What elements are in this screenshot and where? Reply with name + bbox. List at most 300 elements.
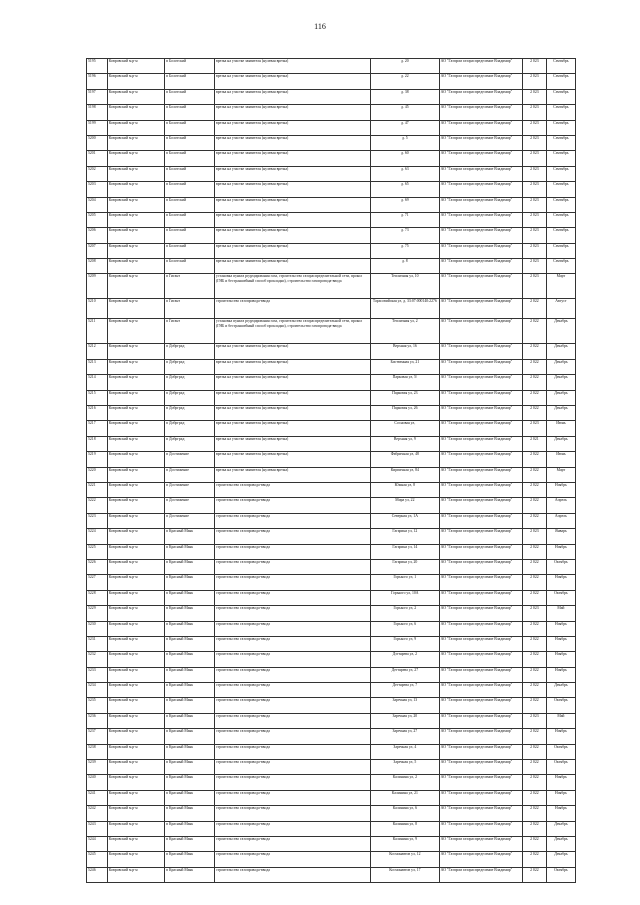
organization-cell: АО "Газпром газораспределение Владимир" bbox=[439, 636, 522, 651]
year-cell: 2 022 bbox=[522, 729, 546, 744]
locality-cell: п Болотский bbox=[165, 243, 215, 258]
month-cell: Сентябрь bbox=[546, 120, 575, 135]
work-type-cell: врезка на участке заявителя (нулевая врезка) bbox=[214, 182, 370, 197]
organization-cell: АО "Газпром газораспределение Владимир" bbox=[439, 806, 522, 821]
municipality-cell: Ковровский м.р-н bbox=[107, 359, 164, 374]
table-row bbox=[87, 406, 576, 421]
address-cell: Гагарина ул, 20 bbox=[371, 559, 440, 574]
row-number-cell: 5234 bbox=[87, 683, 108, 698]
address-cell: Заречная ул, 13 bbox=[371, 698, 440, 713]
municipality-cell: Ковровский м.р-н bbox=[107, 452, 164, 467]
municipality-cell: Ковровский м.р-н bbox=[107, 197, 164, 212]
row-number-cell: 5208 bbox=[87, 259, 108, 274]
year-cell: 2 022 bbox=[522, 390, 546, 405]
row-number-cell: 5199 bbox=[87, 120, 108, 135]
month-cell: Сентябрь bbox=[546, 166, 575, 181]
month-cell: Сентябрь bbox=[546, 259, 575, 274]
address-cell: Дегтярева ул, 7 bbox=[371, 683, 440, 698]
address-cell: Горького ул, 9 bbox=[371, 636, 440, 651]
month-cell: Ноябрь bbox=[546, 482, 575, 497]
organization-cell: АО "Газпром газораспределение Владимир" bbox=[439, 406, 522, 421]
month-cell: Декабрь bbox=[546, 375, 575, 390]
municipality-cell: Ковровский м.р-н bbox=[107, 390, 164, 405]
year-cell: 2 022 bbox=[522, 498, 546, 513]
year-cell: 2 022 bbox=[522, 867, 546, 882]
address-cell: Горького ул, 6 bbox=[371, 621, 440, 636]
municipality-cell: Ковровский м.р-н bbox=[107, 636, 164, 651]
municipality-cell: Ковровский м.р-н bbox=[107, 775, 164, 790]
work-type-cell: врезка на участке заявителя (нулевая врезка) bbox=[214, 135, 370, 150]
table-row bbox=[87, 575, 576, 590]
address-cell: Заречная ул, 27 bbox=[371, 729, 440, 744]
month-cell: Декабрь bbox=[546, 319, 575, 344]
work-type-cell: врезка на участке заявителя (нулевая врезка) bbox=[214, 436, 370, 451]
organization-cell: АО "Газпром газораспределение Владимир" bbox=[439, 529, 522, 544]
work-type-cell: строительство газопровода-ввода bbox=[214, 299, 370, 319]
address-cell: д. 20 bbox=[371, 59, 440, 74]
work-type-cell: строительство газопровода-ввода bbox=[214, 482, 370, 497]
address-cell: Космонавтов ул, 17 bbox=[371, 867, 440, 882]
table-row bbox=[87, 243, 576, 258]
work-type-cell: строительство газопровода-ввода bbox=[214, 544, 370, 559]
organization-cell: АО "Газпром газораспределение Владимир" bbox=[439, 821, 522, 836]
month-cell: Апрель bbox=[546, 498, 575, 513]
municipality-cell: Ковровский м.р-н bbox=[107, 683, 164, 698]
table-row bbox=[87, 498, 576, 513]
municipality-cell: Ковровский м.р-н bbox=[107, 760, 164, 775]
month-cell: Ноябрь bbox=[546, 667, 575, 682]
organization-cell: АО "Газпром газораспределение Владимир" bbox=[439, 652, 522, 667]
year-cell: 2 023 bbox=[522, 135, 546, 150]
municipality-cell: Ковровский м.р-н bbox=[107, 344, 164, 359]
municipality-cell: Ковровский м.р-н bbox=[107, 575, 164, 590]
address-cell: д. 75 bbox=[371, 243, 440, 258]
year-cell: 2 022 bbox=[522, 667, 546, 682]
municipality-cell: Ковровский м.р-н bbox=[107, 544, 164, 559]
locality-cell: п Красный Маяк bbox=[165, 667, 215, 682]
row-number-cell: 5212 bbox=[87, 344, 108, 359]
municipality-cell: Ковровский м.р-н bbox=[107, 406, 164, 421]
year-cell: 2 022 bbox=[522, 406, 546, 421]
month-cell: Ноябрь bbox=[546, 652, 575, 667]
locality-cell: п Красный Маяк bbox=[165, 606, 215, 621]
address-cell: Заречная ул, 4 bbox=[371, 744, 440, 759]
table-row bbox=[87, 652, 576, 667]
table-row bbox=[87, 636, 576, 651]
organization-cell: АО "Газпром газораспределение Владимир" bbox=[439, 513, 522, 528]
address-cell: Тепличная ул, 2 bbox=[371, 319, 440, 344]
work-type-cell: врезка на участке заявителя (нулевая врезка) bbox=[214, 120, 370, 135]
row-number-cell: 5203 bbox=[87, 182, 108, 197]
month-cell: Ноябрь bbox=[546, 775, 575, 790]
address-cell: Парковая ул, 23 bbox=[371, 390, 440, 405]
work-type-cell: строительство газопровода-ввода bbox=[214, 821, 370, 836]
address-cell: д. 45 bbox=[371, 105, 440, 120]
month-cell: Октябрь bbox=[546, 559, 575, 574]
address-cell: д. 8 bbox=[371, 259, 440, 274]
table-row bbox=[87, 513, 576, 528]
municipality-cell: Ковровский м.р-н bbox=[107, 421, 164, 436]
locality-cell: п Красный Маяк bbox=[165, 575, 215, 590]
row-number-cell: 5217 bbox=[87, 421, 108, 436]
table-row bbox=[87, 821, 576, 836]
table-row bbox=[87, 166, 576, 181]
work-type-cell: строительство газопровода-ввода bbox=[214, 667, 370, 682]
organization-cell: АО "Газпром газораспределение Владимир" bbox=[439, 166, 522, 181]
table-row bbox=[87, 359, 576, 374]
table-row bbox=[87, 760, 576, 775]
municipality-cell: Ковровский м.р-н bbox=[107, 135, 164, 150]
organization-cell: АО "Газпром газораспределение Владимир" bbox=[439, 197, 522, 212]
address-cell: Калинина ул, 6 bbox=[371, 806, 440, 821]
table-row bbox=[87, 590, 576, 605]
address-cell: Сосновая ул, bbox=[371, 421, 440, 436]
work-type-cell: врезка на участке заявителя (нулевая врезка) bbox=[214, 452, 370, 467]
year-cell: 2 023 bbox=[522, 120, 546, 135]
locality-cell: п Болотский bbox=[165, 182, 215, 197]
year-cell: 2 022 bbox=[522, 344, 546, 359]
work-type-cell: врезка на участке заявителя (нулевая врезка) bbox=[214, 243, 370, 258]
month-cell: Декабрь bbox=[546, 821, 575, 836]
work-type-cell: врезка на участке заявителя (нулевая врезка) bbox=[214, 421, 370, 436]
address-cell: Биственная ул, 21 bbox=[371, 359, 440, 374]
address-cell: Горького ул, 2 bbox=[371, 606, 440, 621]
month-cell: Январь bbox=[546, 529, 575, 544]
year-cell: 2 021 bbox=[522, 436, 546, 451]
year-cell: 2 023 bbox=[522, 212, 546, 227]
address-cell: Кирпичная ул, 84 bbox=[371, 467, 440, 482]
work-type-cell: строительство газопровода-ввода bbox=[214, 713, 370, 728]
row-number-cell: 5197 bbox=[87, 89, 108, 104]
month-cell: Июнь bbox=[546, 421, 575, 436]
table-row bbox=[87, 775, 576, 790]
table-row bbox=[87, 729, 576, 744]
year-cell: 2 022 bbox=[522, 836, 546, 851]
table-row bbox=[87, 197, 576, 212]
row-number-cell: 5228 bbox=[87, 590, 108, 605]
year-cell: 2 022 bbox=[522, 683, 546, 698]
organization-cell: АО "Газпром газораспределение Владимир" bbox=[439, 182, 522, 197]
row-number-cell: 5243 bbox=[87, 821, 108, 836]
table-row bbox=[87, 698, 576, 713]
locality-cell: п Красный Маяк bbox=[165, 806, 215, 821]
address-cell: д. 22 bbox=[371, 74, 440, 89]
organization-cell: АО "Газпром газораспределение Владимир" bbox=[439, 698, 522, 713]
table-row bbox=[87, 482, 576, 497]
year-cell: 2 022 bbox=[522, 467, 546, 482]
work-type-cell: врезка на участке заявителя (нулевая врезка) bbox=[214, 212, 370, 227]
month-cell: Сентябрь bbox=[546, 212, 575, 227]
year-cell: 2 022 bbox=[522, 621, 546, 636]
locality-cell: п Болотский bbox=[165, 105, 215, 120]
row-number-cell: 5214 bbox=[87, 375, 108, 390]
municipality-cell: Ковровский м.р-н bbox=[107, 852, 164, 867]
table-row bbox=[87, 274, 576, 299]
address-cell: Южная ул, 8 bbox=[371, 482, 440, 497]
organization-cell: АО "Газпром газораспределение Владимир" bbox=[439, 544, 522, 559]
address-cell: Северная ул, 1А bbox=[371, 513, 440, 528]
municipality-cell: Ковровский м.р-н bbox=[107, 274, 164, 299]
row-number-cell: 5201 bbox=[87, 151, 108, 166]
table-row bbox=[87, 212, 576, 227]
organization-cell: АО "Газпром газораспределение Владимир" bbox=[439, 867, 522, 882]
organization-cell: АО "Газпром газораспределение Владимир" bbox=[439, 498, 522, 513]
month-cell: Октябрь bbox=[546, 867, 575, 882]
municipality-cell: Ковровский м.р-н bbox=[107, 513, 164, 528]
month-cell: Август bbox=[546, 299, 575, 319]
address-cell: д. 60 bbox=[371, 151, 440, 166]
address-cell: д. 73 bbox=[371, 228, 440, 243]
table-row bbox=[87, 259, 576, 274]
work-type-cell: строительство газопровода-ввода bbox=[214, 513, 370, 528]
municipality-cell: Ковровский м.р-н bbox=[107, 667, 164, 682]
month-cell: Декабрь bbox=[546, 390, 575, 405]
address-cell: д. 69 bbox=[371, 197, 440, 212]
work-type-cell: строительство газопровода-ввода bbox=[214, 606, 370, 621]
row-number-cell: 5222 bbox=[87, 498, 108, 513]
locality-cell: п Болотский bbox=[165, 74, 215, 89]
locality-cell: п Красный Маяк bbox=[165, 544, 215, 559]
month-cell: Декабрь bbox=[546, 852, 575, 867]
locality-cell: п Достижение bbox=[165, 498, 215, 513]
month-cell: Июнь bbox=[546, 452, 575, 467]
locality-cell: п Болотский bbox=[165, 212, 215, 227]
row-number-cell: 5204 bbox=[87, 197, 108, 212]
municipality-cell: Ковровский м.р-н bbox=[107, 243, 164, 258]
work-type-cell: строительство газопровода-ввода bbox=[214, 559, 370, 574]
locality-cell: п Добрград bbox=[165, 421, 215, 436]
locality-cell: п Красный Маяк bbox=[165, 713, 215, 728]
table-row bbox=[87, 319, 576, 344]
month-cell: Ноябрь bbox=[546, 621, 575, 636]
address-cell: д. 65 bbox=[371, 182, 440, 197]
locality-cell: п Красный Маяк bbox=[165, 636, 215, 651]
work-type-cell: врезка на участке заявителя (нулевая врезка) bbox=[214, 89, 370, 104]
address-cell: Дегтярева ул, 27 bbox=[371, 667, 440, 682]
municipality-cell: Ковровский м.р-н bbox=[107, 212, 164, 227]
row-number-cell: 5245 bbox=[87, 852, 108, 867]
row-number-cell: 5220 bbox=[87, 467, 108, 482]
row-number-cell: 5200 bbox=[87, 135, 108, 150]
locality-cell: п Достижение bbox=[165, 467, 215, 482]
row-number-cell: 5198 bbox=[87, 105, 108, 120]
municipality-cell: Ковровский м.р-н bbox=[107, 228, 164, 243]
work-type-cell: врезка на участке заявителя (нулевая врезка) bbox=[214, 166, 370, 181]
address-cell: Тарасовийская ул, д. 33:07:000140:2276 bbox=[371, 299, 440, 319]
year-cell: 2 022 bbox=[522, 652, 546, 667]
work-type-cell: строительство газопровода-ввода bbox=[214, 744, 370, 759]
organization-cell: АО "Газпром газораспределение Владимир" bbox=[439, 436, 522, 451]
month-cell: Сентябрь bbox=[546, 151, 575, 166]
municipality-cell: Ковровский м.р-н bbox=[107, 498, 164, 513]
organization-cell: АО "Газпром газораспределение Владимир" bbox=[439, 344, 522, 359]
address-cell: Космонавтов ул, 12 bbox=[371, 852, 440, 867]
row-number-cell: 5216 bbox=[87, 406, 108, 421]
organization-cell: АО "Газпром газораспределение Владимир" bbox=[439, 590, 522, 605]
month-cell: Октябрь bbox=[546, 760, 575, 775]
municipality-cell: Ковровский м.р-н bbox=[107, 436, 164, 451]
work-type-cell: врезка на участке заявителя (нулевая врезка) bbox=[214, 228, 370, 243]
organization-cell: АО "Газпром газораспределение Владимир" bbox=[439, 259, 522, 274]
organization-cell: АО "Газпром газораспределение Владимир" bbox=[439, 744, 522, 759]
locality-cell: п Красный Маяк bbox=[165, 744, 215, 759]
year-cell: 2 023 bbox=[522, 151, 546, 166]
year-cell: 2 022 bbox=[522, 482, 546, 497]
locality-cell: п Красный Маяк bbox=[165, 652, 215, 667]
year-cell: 2 023 bbox=[522, 166, 546, 181]
year-cell: 2 023 bbox=[522, 713, 546, 728]
organization-cell: АО "Газпром газораспределение Владимир" bbox=[439, 299, 522, 319]
municipality-cell: Ковровский м.р-н bbox=[107, 74, 164, 89]
locality-cell: п Гигант bbox=[165, 299, 215, 319]
municipality-cell: Ковровский м.р-н bbox=[107, 319, 164, 344]
table-row bbox=[87, 375, 576, 390]
municipality-cell: Ковровский м.р-н bbox=[107, 867, 164, 882]
organization-cell: АО "Газпром газораспределение Владимир" bbox=[439, 390, 522, 405]
year-cell: 2 023 bbox=[522, 243, 546, 258]
row-number-cell: 5215 bbox=[87, 390, 108, 405]
row-number-cell: 5206 bbox=[87, 228, 108, 243]
work-type-cell: строительство газопровода-ввода bbox=[214, 775, 370, 790]
table-row bbox=[87, 667, 576, 682]
table-row bbox=[87, 105, 576, 120]
gasification-schedule-table bbox=[86, 58, 576, 883]
municipality-cell: Ковровский м.р-н bbox=[107, 698, 164, 713]
year-cell: 2 022 bbox=[522, 790, 546, 805]
municipality-cell: Ковровский м.р-н bbox=[107, 151, 164, 166]
month-cell: Сентябрь bbox=[546, 105, 575, 120]
row-number-cell: 5213 bbox=[87, 359, 108, 374]
organization-cell: АО "Газпром газораспределение Владимир" bbox=[439, 760, 522, 775]
row-number-cell: 5242 bbox=[87, 806, 108, 821]
work-type-cell: строительство газопровода-ввода bbox=[214, 652, 370, 667]
month-cell: Ноябрь bbox=[546, 806, 575, 821]
municipality-cell: Ковровский м.р-н bbox=[107, 590, 164, 605]
row-number-cell: 5219 bbox=[87, 452, 108, 467]
month-cell: Сентябрь bbox=[546, 243, 575, 258]
month-cell: Сентябрь bbox=[546, 135, 575, 150]
month-cell: Март bbox=[546, 274, 575, 299]
locality-cell: п Болотский bbox=[165, 228, 215, 243]
organization-cell: АО "Газпром газораспределение Владимир" bbox=[439, 790, 522, 805]
row-number-cell: 5231 bbox=[87, 636, 108, 651]
address-cell: д. 38 bbox=[371, 89, 440, 104]
table-row bbox=[87, 806, 576, 821]
locality-cell: п Достижение bbox=[165, 482, 215, 497]
month-cell: Декабрь bbox=[546, 406, 575, 421]
municipality-cell: Ковровский м.р-н bbox=[107, 375, 164, 390]
table-row bbox=[87, 436, 576, 451]
locality-cell: п Красный Маяк bbox=[165, 775, 215, 790]
month-cell: Декабрь bbox=[546, 436, 575, 451]
organization-cell: АО "Газпром газораспределение Владимир" bbox=[439, 151, 522, 166]
year-cell: 2 023 bbox=[522, 274, 546, 299]
year-cell: 2 023 bbox=[522, 89, 546, 104]
row-number-cell: 5237 bbox=[87, 729, 108, 744]
month-cell: Декабрь bbox=[546, 683, 575, 698]
locality-cell: п Гигант bbox=[165, 274, 215, 299]
organization-cell: АО "Газпром газораспределение Владимир" bbox=[439, 575, 522, 590]
work-type-cell: строительство газопровода-ввода bbox=[214, 498, 370, 513]
organization-cell: АО "Газпром газораспределение Владимир" bbox=[439, 243, 522, 258]
work-type-cell: строительство газопровода-ввода bbox=[214, 836, 370, 851]
address-cell: Фабричная ул, 48 bbox=[371, 452, 440, 467]
row-number-cell: 5211 bbox=[87, 319, 108, 344]
table-row bbox=[87, 390, 576, 405]
row-number-cell: 5224 bbox=[87, 529, 108, 544]
row-number-cell: 5207 bbox=[87, 243, 108, 258]
organization-cell: АО "Газпром газораспределение Владимир" bbox=[439, 228, 522, 243]
organization-cell: АО "Газпром газораспределение Владимир" bbox=[439, 667, 522, 682]
locality-cell: п Красный Маяк bbox=[165, 760, 215, 775]
year-cell: 2 022 bbox=[522, 760, 546, 775]
organization-cell: АО "Газпром газораспределение Владимир" bbox=[439, 105, 522, 120]
year-cell: 2 022 bbox=[522, 513, 546, 528]
month-cell: Сентябрь bbox=[546, 59, 575, 74]
municipality-cell: Ковровский м.р-н bbox=[107, 59, 164, 74]
organization-cell: АО "Газпром газораспределение Владимир" bbox=[439, 606, 522, 621]
address-cell: Калинина ул, 21 bbox=[371, 790, 440, 805]
table-row bbox=[87, 713, 576, 728]
month-cell: Декабрь bbox=[546, 359, 575, 374]
address-cell: Верхняя ул, 16 bbox=[371, 344, 440, 359]
municipality-cell: Ковровский м.р-н bbox=[107, 821, 164, 836]
month-cell: Май bbox=[546, 606, 575, 621]
work-type-cell: установка пункта редуцирования газа, строительство газораспределительной сети, прокол (ГНБ и бестраншейный способ прокладки), строительство газопровода-ввода bbox=[214, 319, 370, 344]
organization-cell: АО "Газпром газораспределение Владимир" bbox=[439, 729, 522, 744]
address-cell: Калинина ул, 8 bbox=[371, 821, 440, 836]
work-type-cell: строительство газопровода-ввода bbox=[214, 790, 370, 805]
year-cell: 2 022 bbox=[522, 575, 546, 590]
row-number-cell: 5202 bbox=[87, 166, 108, 181]
locality-cell: п Красный Маяк bbox=[165, 590, 215, 605]
year-cell: 2 022 bbox=[522, 559, 546, 574]
row-number-cell: 5233 bbox=[87, 667, 108, 682]
locality-cell: п Болотский bbox=[165, 166, 215, 181]
locality-cell: п Достижение bbox=[165, 513, 215, 528]
municipality-cell: Ковровский м.р-н bbox=[107, 120, 164, 135]
locality-cell: п Добрград bbox=[165, 375, 215, 390]
organization-cell: АО "Газпром газораспределение Владимир" bbox=[439, 836, 522, 851]
row-number-cell: 5239 bbox=[87, 760, 108, 775]
row-number-cell: 5205 bbox=[87, 212, 108, 227]
row-number-cell: 5230 bbox=[87, 621, 108, 636]
address-cell: Заречная ул, 20 bbox=[371, 713, 440, 728]
row-number-cell: 5227 bbox=[87, 575, 108, 590]
work-type-cell: строительство газопровода-ввода bbox=[214, 636, 370, 651]
year-cell: 2 022 bbox=[522, 698, 546, 713]
organization-cell: АО "Газпром газораспределение Владимир" bbox=[439, 59, 522, 74]
month-cell: Март bbox=[546, 467, 575, 482]
row-number-cell: 5238 bbox=[87, 744, 108, 759]
table-row bbox=[87, 151, 576, 166]
locality-cell: п Болотский bbox=[165, 259, 215, 274]
locality-cell: п Болотский bbox=[165, 120, 215, 135]
work-type-cell: врезка на участке заявителя (нулевая врезка) bbox=[214, 74, 370, 89]
year-cell: 2 022 bbox=[522, 590, 546, 605]
organization-cell: АО "Газпром газораспределение Владимир" bbox=[439, 120, 522, 135]
locality-cell: п Красный Маяк bbox=[165, 821, 215, 836]
locality-cell: п Добрград bbox=[165, 436, 215, 451]
year-cell: 2 023 bbox=[522, 59, 546, 74]
month-cell: Сентябрь bbox=[546, 228, 575, 243]
table-row bbox=[87, 544, 576, 559]
month-cell: Сентябрь bbox=[546, 74, 575, 89]
table-row bbox=[87, 559, 576, 574]
organization-cell: АО "Газпром газораспределение Владимир" bbox=[439, 274, 522, 299]
work-type-cell: врезка на участке заявителя (нулевая врезка) bbox=[214, 344, 370, 359]
year-cell: 2 022 bbox=[522, 544, 546, 559]
